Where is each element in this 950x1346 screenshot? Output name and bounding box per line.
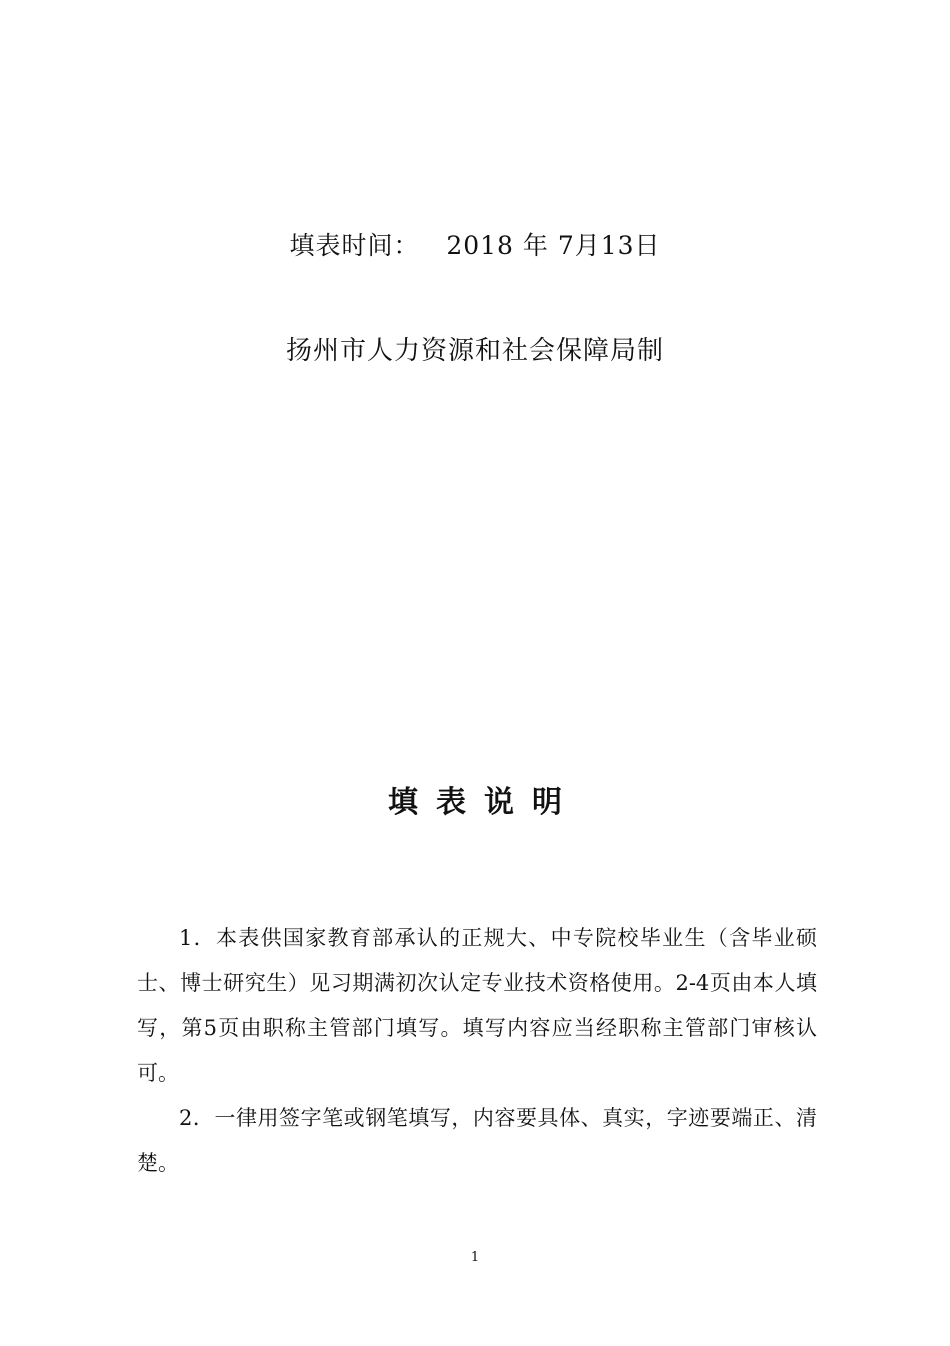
page-number: 1 — [470, 1250, 480, 1265]
fill-date-label: 填表时间： — [289, 231, 420, 260]
instruction-item-2: 2．一律用签字笔或钢笔填写，内容要具体、真实，字迹要端正、清楚。 — [137, 1106, 817, 1175]
fill-date-value: 2018 年 7月13日 — [446, 231, 661, 260]
fill-date-line — [0, 226, 950, 262]
instruction-item-1: 1．本表供国家教育部承认的正规大、中专院校毕业生（含毕业硕士、博士研究生）见习期满初次认定专业技术资格使用。2-4页由本人填写，第5页由职称主管部门填写。填写内容应当经职称主管部门审核认可。 — [137, 926, 817, 1085]
instructions-title: 填表说明 — [388, 785, 580, 820]
issuer-text: 扬州市人力资源和社会保障局制 — [285, 336, 664, 366]
instructions-body — [137, 916, 817, 1186]
